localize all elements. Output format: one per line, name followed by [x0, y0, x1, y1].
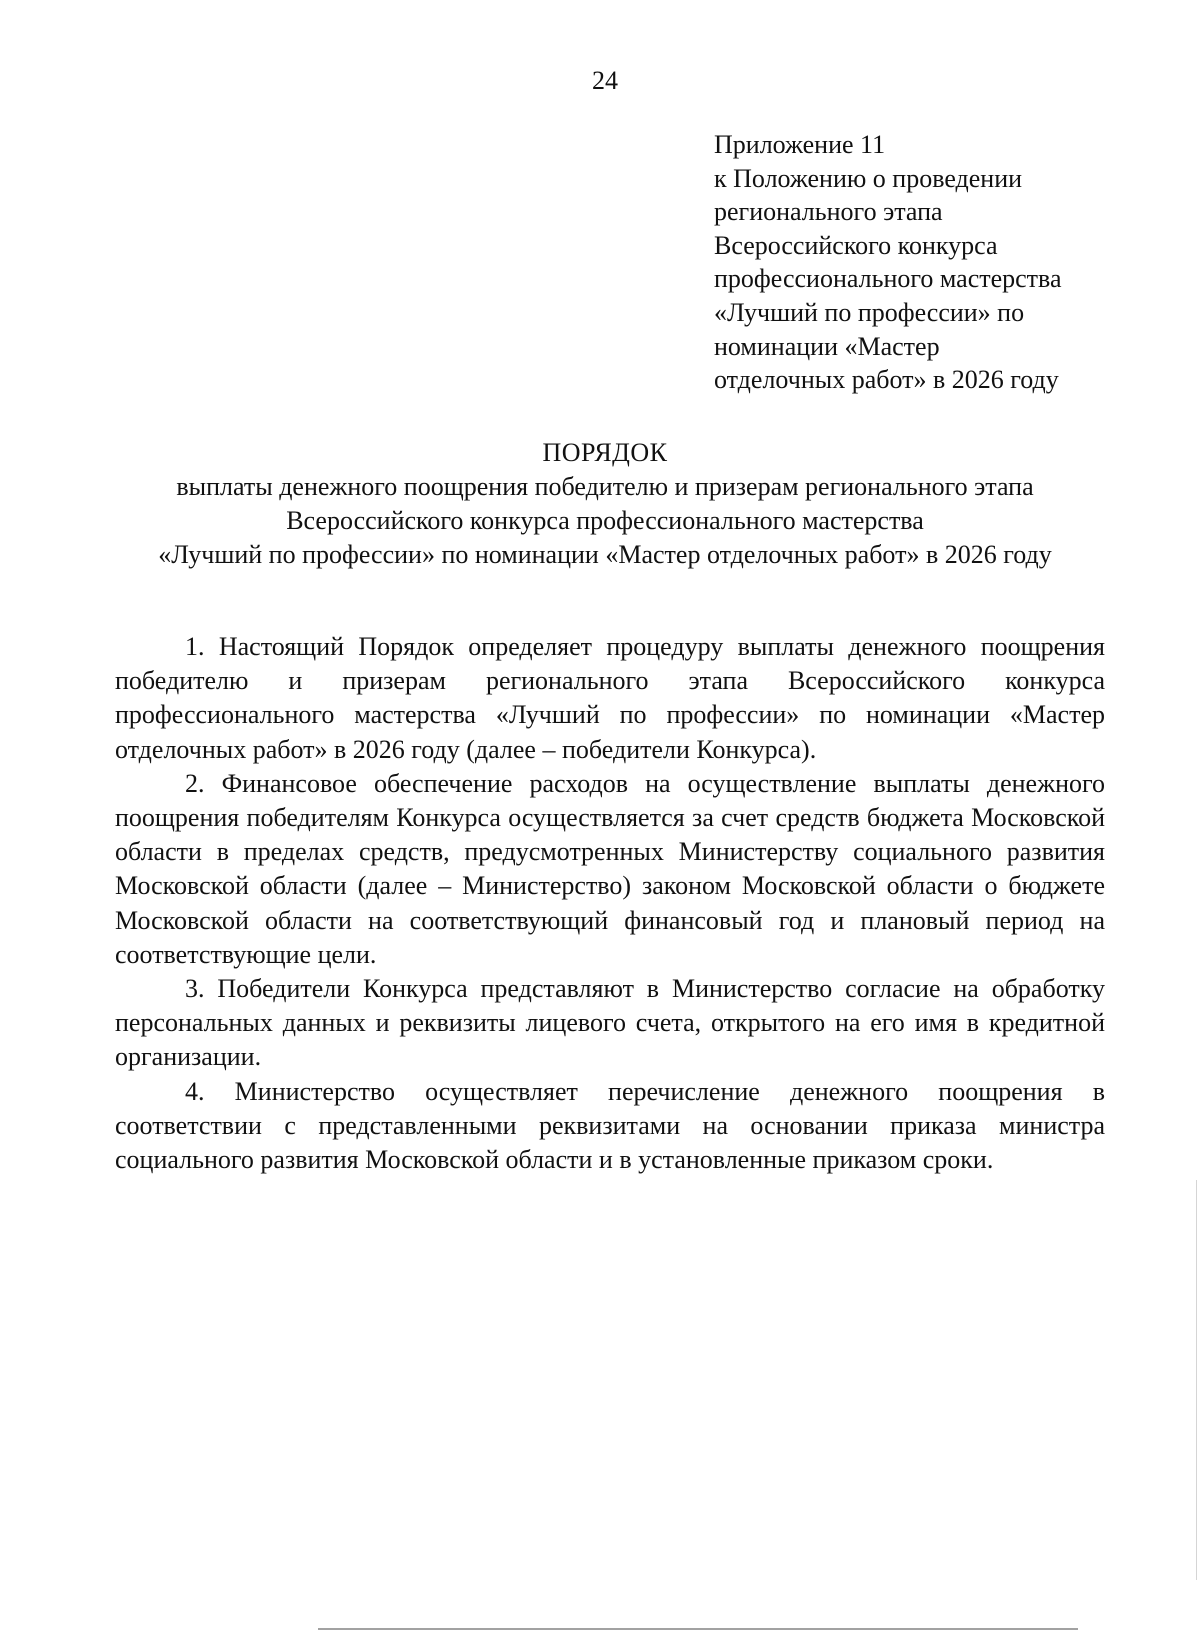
document-body — [115, 630, 1105, 1177]
paragraph-2: 2. Финансовое обеспечение расходов на осуществление выплаты денежного поощрения победителям Конкурса осуществляется за счет средств бюджета Московской области в пределах средств, предусмотренных Министерству социального развития Московской области (далее – Министерство) законом Московской области о бюджете Московской области на соответствующий финансовый год и плановый период на соответствующие цели. — [115, 768, 1105, 969]
appendix-line: отделочных работ» в 2026 году — [714, 365, 1059, 395]
appendix-line: номинации «Мастер — [714, 331, 940, 361]
scan-edge-line — [318, 1628, 1078, 1630]
scan-edge-line — [1196, 1180, 1197, 1580]
document-subtitle — [100, 470, 1110, 572]
paragraph-3: 3. Победители Конкурса представляют в Министерство согласие на обработку персональных данных и реквизиты лицевого счета, открытого на его имя в кредитной организации. — [115, 974, 1105, 1072]
appendix-line: профессионального мастерства — [714, 264, 1062, 294]
appendix-line: к Положению о проведении — [714, 163, 1023, 193]
appendix-reference — [714, 128, 1184, 397]
subtitle-line: «Лучший по профессии» по номинации «Мастер отделочных работ» в 2026 году — [158, 540, 1052, 569]
document-heading — [100, 436, 1110, 572]
subtitle-line: Всероссийского конкурса профессионального мастерства — [286, 506, 924, 535]
appendix-line: регионального этапа — [714, 197, 943, 227]
page-number: 24 — [592, 66, 618, 95]
paragraph-1: 1. Настоящий Порядок определяет процедуру выплаты денежного поощрения победителю и призерам регионального этапа Всероссийского конкурса профессионального мастерства «Лучший по профессии» по номинации «Мастер отделочных работ» в 2026 году (далее – победители Конкурса). — [115, 632, 1105, 764]
subtitle-line: выплаты денежного поощрения победителю и призерам регионального этапа — [176, 472, 1034, 501]
appendix-line: «Лучший по профессии» по — [714, 297, 1025, 327]
appendix-line: Всероссийского конкурса — [714, 230, 998, 260]
paragraph-4: 4. Министерство осуществляет перечисление денежного поощрения в соответствии с представленными реквизитами на основании приказа министра социального развития Московской области и в установленные приказом сроки. — [115, 1076, 1105, 1175]
document-title: ПОРЯДОК — [542, 438, 668, 467]
appendix-line: Приложение 11 — [714, 130, 886, 159]
